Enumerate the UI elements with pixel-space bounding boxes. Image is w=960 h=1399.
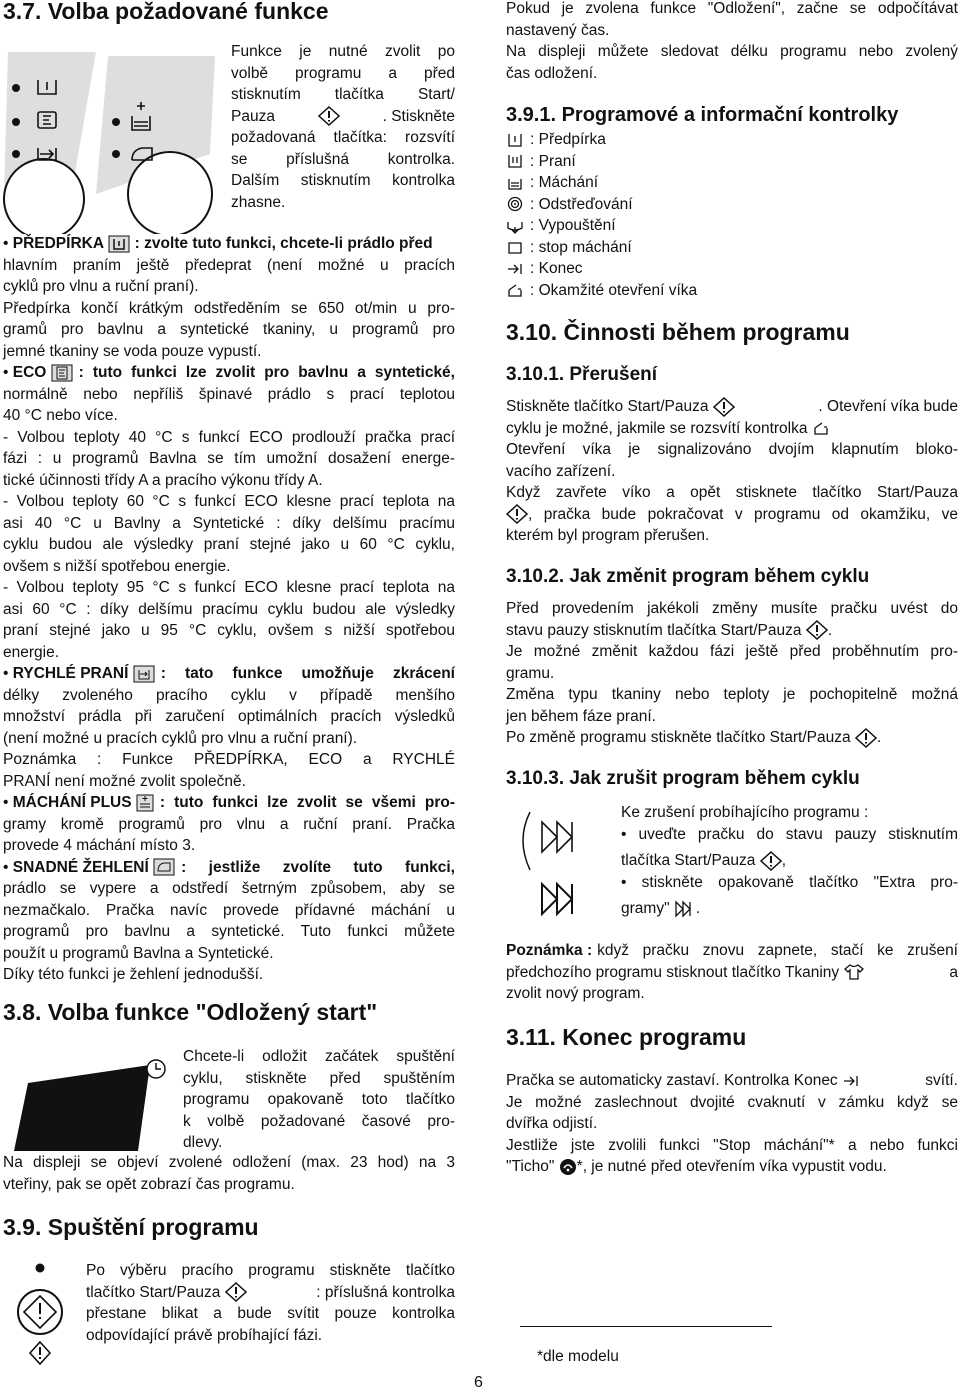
eco-text: - Volbou teploty 60 °C s funkcí ECO klesne prací teplota na (3, 493, 455, 510)
silent-icon (559, 1158, 577, 1176)
rychle-text: délky zvoleného pracího cyklu v případě menšího (3, 686, 455, 704)
section-3-10-2-text: Před provedením jakékoli změny musíte pračku uvést do stavu pauzy stisknutím tlačítka Start/Pauza . Je možné změnit každou fázi ještě před proběhnutím pro- gramu. Změna typu tkaniny nebo teploty je pochopitelně možná jen během fáze praní. Po změně programu stiskněte tlačítko Start/Pauza . (506, 600, 958, 746)
zehleni-text: použít u programů Bavlna a Syntetické. (3, 944, 274, 962)
section-3-8-heading: 3.8. Volba funkce "Odložený start" (3, 999, 378, 1025)
section-3-10-1-text (506, 396, 958, 547)
footnote: *dle modelu (537, 1348, 619, 1365)
eco-text: asi 40 °C u Bavlny a Syntetické : díky delšímu pracímu (3, 514, 455, 532)
eco-text: : tuto funkci lze zvolit pro bavlnu a syntetické, (78, 364, 455, 381)
zehleni-text: Díky této funkci je žehlení jednodušší. (3, 966, 264, 983)
delay-line: k volbě požadované časové pro- (183, 1112, 455, 1130)
eco-text: energie. (3, 643, 60, 661)
predpirka-text: gramů pro bavlnu a syntetické tkaniny, u programů pro (3, 321, 455, 338)
indicator-item: : Vypouštění (506, 215, 806, 237)
section-3-8-text (183, 1046, 455, 1154)
eco-icon (51, 364, 73, 382)
pause-line: kterém byl program přerušen. (506, 527, 710, 544)
indicator-item: : stop máchání (506, 237, 806, 259)
section-3-9-continued (506, 0, 958, 84)
intro-line: zhasne. (231, 193, 286, 211)
zehleni-label: SNADNÉ ŽEHLENÍ (12, 858, 149, 876)
start-line: Po výběru pracího programu stiskněte tlačítko (86, 1262, 455, 1279)
prewash-icon (108, 235, 130, 253)
start-pause-icon (318, 106, 340, 128)
fabric-shirt-icon (843, 963, 865, 981)
section-3-9-text (86, 1260, 455, 1346)
eco-text: praní stejné jako u 95 °C cyklu, ovšem s nižší spotřebou (3, 622, 455, 639)
end-icon (506, 261, 530, 277)
change-line: Po změně programu stiskněte tlačítko Start/Pauza (506, 729, 851, 746)
drain-icon (506, 218, 530, 234)
wash-icon (506, 153, 530, 169)
machani-text: : tuto funkci lze zvolit se všemi pro- (159, 794, 455, 811)
note-end: a (949, 963, 958, 981)
function-panel-illustration (0, 44, 225, 234)
section-3-10-2-heading: 3.10.2. Jak změnit program během cyklu (506, 566, 870, 587)
machani-label: MÁCHÁNÍ PLUS (12, 794, 132, 811)
section-3-10-3-note (506, 940, 958, 1005)
note-line: když pračku znovu zapnete, stačí ke zrušení (597, 942, 958, 959)
intro-line: požadovaná tlačítka: rozsvítí (231, 129, 455, 146)
start-line: tlačítko Start/Pauza (86, 1283, 221, 1301)
pause-line: Otevření víka je signalizováno dvojím klapnutím bloko- (506, 441, 958, 458)
start-pause-icon (225, 1282, 247, 1302)
delay-info-line: Pokud je zvolena funkce "Odložení", začne se odpočítávat (506, 0, 958, 17)
intro-line: volbě programu a před (231, 64, 455, 82)
delay-info-line: nastavený čas. (506, 21, 610, 39)
section-3-11-text (506, 1070, 958, 1178)
start-line: odpovídající právě probíhající fázi. (86, 1326, 323, 1344)
predpirka-label: PŘEDPÍRKA (12, 235, 105, 252)
section-3-10-3-heading: 3.10.3. Jak zrušit program během cyklu (506, 768, 860, 789)
note-line: zvolit nový program. (506, 985, 645, 1002)
pause-line: , pračka bude pokračovat v programu od okamžiku, ve (528, 505, 958, 523)
delay-line: programu opakovaně toto tlačítko (183, 1091, 455, 1108)
delay-info-line: čas odložení. (506, 64, 598, 82)
section-3-10-heading: 3.10. Činnosti během programu (506, 319, 850, 345)
quick-wash-icon (133, 665, 155, 683)
start-line: : příslušná kontrolka (316, 1283, 455, 1301)
end-line: "Ticho" (506, 1158, 555, 1175)
indicator-item: : Okamžité otevření víka (506, 280, 806, 302)
rychle-text: PRANÍ není možné zvolit společně. (3, 772, 246, 790)
section-3-11-heading: 3.11. Konec programu (506, 1024, 747, 1050)
start-pause-icon (713, 397, 735, 417)
page-number: 6 (474, 1374, 483, 1391)
extra-programs-icon (674, 900, 696, 918)
end-line: svítí. (925, 1072, 958, 1089)
pause-line: Stiskněte tlačítko Start/Pauza (506, 398, 709, 415)
intro-line: Pauza (231, 107, 275, 125)
intro-line: . Stiskněte (382, 107, 455, 125)
pause-line: cyklu je možné, jakmile se rozsvítí kontrolka (506, 419, 808, 437)
start-pause-icon (855, 728, 877, 748)
delay-line: cyklu, stiskněte před spuštěním (183, 1069, 455, 1087)
footnote-rule (520, 1326, 772, 1327)
rinse-plus-icon (136, 794, 154, 812)
start-pause-icon (760, 851, 782, 871)
eco-text: 40 °C nebo více. (3, 407, 118, 424)
delay-after-line: vteřiny, pak se opět zobrazí čas programu. (3, 1175, 295, 1193)
zehleni-text: nezmačkalo. Pračka navíc provede přídavné máchání u (3, 901, 455, 919)
note-line: předchozího programu stisknout tlačítko Tkaniny (506, 963, 840, 981)
zehleni-text: prádlo se vypere a odstředí šetrným způsobem, aby se (3, 880, 455, 897)
predpirka-text: jemné tkaniny se voda pouze vypustí. (3, 342, 262, 360)
section-3-7-body: • PŘEDPÍRKA : zvolte tuto funkci, chcete-li prádlo před hlavním praním ještě předeprat (není možné u pracích cyklů pro vlnu a ruční praní). Předpírka končí krátkým odstředěním se 650 ot/min u pro- gramů pro bavlnu a syntetické tkaniny, u programů pro jemné tkaniny se voda pouze vypustí. • ECO : tuto funkci lze zvolit pro bavlnu a syntetické, normálně nebo nepříliš špinavé prádlo s prací teplotou 40 °C nebo více. - Volbou teploty 40 °C s funkcí ECO prodlouží pračka prací fázi : u programů Bavlna se tím umožní dosažení energe- tické účinnosti třídy A a pracího výkonu třídy A. - Volbou teploty 60 °C s funkcí ECO klesne prací teplota na asi 40 °C u Bavlny a Syntetické : díky delšímu pracímu cyklu budou ale výsledky praní stejné jako u 60 °C cyklu, ovšem s nižší spotřebou energie. - Volbou teploty 95 °C s funkcí ECO klesne prací teplota na asi 60 °C : díky delšímu pracímu cyklu budou ale výsledky praní stejné jako u 95 °C cyklu, ovšem s nižší spotřebou energie. • RYCHLÉ PRANÍ : tato funkce umožňuje zkrácení délky zvoleného pracího cyklu v případě menšího množství prádla při zaručení optimálních pracích výsledků (není možné u pracích cyklů pro vlnu a ruční praní). Poznámka : Funkce PŘEDPÍRKA, ECO a RYCHLÉ PRANÍ není možné zvolit společně. • MÁCHÁNÍ PLUS : tuto funkci lze zvolit se všemi pro- gramy kromě programů pro vlnu a ruční praní. Pračka provede 4 máchání místo 3. • SNADNÉ ŽEHLENÍ : jestliže zvolíte tuto funkci, prádlo se vypere a odstředí šetrným způsobem, aby se nezmačkalo. Pračka navíc provede přídavné máchání u programů pro bavlnu a syntetické. Tuto funkci můžete použít u programů Bavlna a Syntetické. Díky této funkci je žehlení jednodušší. (3, 233, 455, 986)
end-line: *, je nutné před otevřením víka vypustit vodu. (576, 1158, 887, 1175)
change-line: jen během fáze praní. (506, 707, 656, 725)
rychle-text: (není možné u pracích cyklů pro vlnu a ruční praní). (3, 729, 358, 747)
predpirka-text: hlavním praním ještě předeprat (není možné u pracích (3, 256, 455, 274)
rinse-hold-icon (506, 239, 530, 255)
rychle-text: množství prádla při zaručení optimálních pracích výsledků (3, 708, 455, 725)
end-line: Pračka se automaticky zastaví. Kontrolka Konec (506, 1072, 838, 1089)
change-line: Před provedením jakékoli změny musíte pračku uvést do (506, 600, 958, 617)
rinse-icon (506, 175, 530, 191)
extra-programs-illustration (508, 808, 598, 928)
rychle-text: Poznámka : Funkce PŘEDPÍRKA, ECO a RYCHLÉ (3, 751, 455, 768)
change-line: Je možné změnit každou fázi ještě před proběhnutím pro- (506, 643, 958, 660)
cancel-line: gramy" (621, 900, 670, 917)
rychle-label: RYCHLÉ PRANÍ (12, 665, 129, 682)
cancel-line: Ke zrušení probíhajícího programu : (621, 804, 869, 821)
pause-line: Když zavřete víko a opět stisknete tlačítko Start/Pauza (506, 484, 958, 501)
indicator-list (506, 129, 806, 301)
eco-text: asi 60 °C : díky delšímu pracímu cyklu budou ale výsledky (3, 600, 455, 618)
eco-text: - Volbou teploty 40 °C s funkcí ECO prodlouží pračka prací (3, 428, 455, 446)
delay-start-illustration (10, 1055, 170, 1155)
indicator-item: : Předpírka (506, 129, 806, 151)
easy-iron-icon (153, 858, 175, 876)
intro-line: Dalším stisknutím kontrolka (231, 172, 455, 189)
start-button-illustration (14, 1260, 74, 1370)
section-3-10-3-text: Ke zrušení probíhajícího programu : • uveďte pračku do stavu pauzy stisknutím tlačítka Start/Pauza , • stiskněte opakovaně tlačítko "Extra pro- gramy" . (621, 804, 958, 917)
cancel-line: • uveďte pračku do stavu pauzy stisknutím (621, 825, 958, 843)
section-3-7-heading: 3.7. Volba požadované funkce (3, 0, 329, 24)
end-line: Je možné zaslechnout dvojité cvaknutí v zámku když se (506, 1093, 958, 1111)
section-3-9-1-heading: 3.9.1. Programové a informační kontrolky (506, 104, 899, 126)
predpirka-text: Předpírka končí krátkým odstředěním se 650 ot/min u pro- (3, 299, 455, 317)
section-3-9-heading: 3.9. Spuštění programu (3, 1214, 259, 1240)
predpirka-text: cyklů pro vlnu a ruční praní). (3, 278, 199, 295)
eco-text: - Volbou teploty 95 °C s funkcí ECO klesne prací teplota na (3, 579, 455, 596)
machani-text: provede 4 máchání místo 3. (3, 837, 196, 854)
lid-open-icon (812, 420, 830, 436)
section-3-10-1-heading: 3.10.1. Přerušení (506, 364, 658, 385)
rychle-text: : tato funkce umožňuje zkrácení (160, 665, 455, 682)
eco-label: ECO (12, 364, 47, 381)
delay-after-line: Na displeji se objeví zvolené odložení (max. 23 hod) na 3 (3, 1154, 455, 1171)
section-3-8-after (3, 1152, 455, 1195)
predpirka-text: : zvolte tuto funkci, chcete-li prádlo před (134, 235, 433, 252)
pause-line: vacího zařízení. (506, 462, 616, 480)
indicator-item: : Odstřeďování (506, 194, 806, 216)
start-pause-icon (506, 504, 528, 526)
spin-icon (506, 196, 530, 212)
start-pause-icon (806, 620, 828, 640)
intro-line: se příslušná kontrolka. (231, 150, 455, 168)
eco-text: ovšem s nižší spotřebou energie. (3, 557, 231, 575)
indicator-item: : Praní (506, 151, 806, 173)
eco-text: fázi : u programů Bavlna se tím umožní dosažení energe- (3, 450, 455, 467)
start-line: přestane blikat a bude svítit pouze kontrolka (86, 1305, 455, 1322)
zehleni-text: programů pro bavlnu a syntetické. Tuto funkci můžete (3, 923, 455, 940)
delay-info-line: Na displeji můžete sledovat délku programu nebo zvolený (506, 43, 958, 60)
machani-text: gramy kromě programů pro vlnu a ruční praní. Pračka (3, 815, 455, 833)
intro-line: stisknutím tlačítka Start/ (231, 86, 455, 103)
end-line: dvířka odjistí. (506, 1115, 598, 1132)
prewash-icon (506, 132, 530, 148)
end-icon (842, 1073, 862, 1089)
change-line: gramu. (506, 664, 555, 682)
delay-line: dlevy. (183, 1134, 223, 1151)
zehleni-text: : jestliže zvolíte tuto funkci, (181, 858, 455, 876)
cancel-line: • stiskněte opakovaně tlačítko "Extra pro- (621, 873, 958, 891)
intro-line: Funkce je nutné zvolit po (231, 43, 455, 60)
change-line: stavu pauzy stisknutím tlačítka Start/Pauza (506, 621, 802, 639)
change-line: Změna typu tkaniny nebo teploty je pochopitelně možná (506, 686, 958, 703)
indicator-item: : Máchání (506, 172, 806, 194)
cancel-line: tlačítka Start/Pauza (621, 852, 756, 869)
pause-line: . Otevření víka bude (818, 398, 958, 415)
eco-text: normálně nebo nepříliš špinavé prádlo s prací teplotou (3, 385, 455, 403)
note-label: Poznámka : (506, 942, 593, 959)
end-line: Jestliže jste zvolili funkci "Stop máchání"* a nebo funkci (506, 1136, 958, 1154)
indicator-item: : Konec (506, 258, 806, 280)
function-intro (231, 41, 455, 213)
eco-text: tické účinnosti třídy A a pracího výkonu třídy A. (3, 471, 323, 489)
delay-line: Chcete-li odložit začátek spuštění (183, 1048, 455, 1065)
lid-open-icon (506, 282, 530, 298)
eco-text: cyklu budou ale výsledky praní stejné jako u 60 °C cyklu, (3, 536, 455, 553)
